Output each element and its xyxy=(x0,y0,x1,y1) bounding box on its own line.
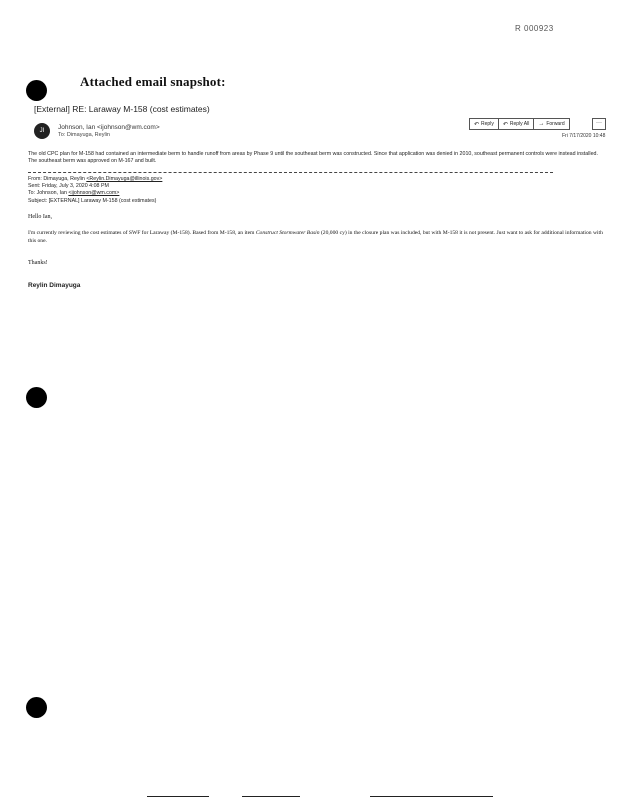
footer-rule xyxy=(370,796,493,797)
more-actions-button[interactable]: ··· xyxy=(592,118,606,130)
quoted-to-line: To: Johnson, Ian <ijohnson@wm.com> xyxy=(28,190,120,197)
binder-hole-middle xyxy=(26,387,47,408)
snapshot-title: Attached email snapshot: xyxy=(80,74,226,89)
reply-button[interactable] xyxy=(469,118,499,130)
email-actions xyxy=(470,118,570,130)
reply-all-icon: ↶ xyxy=(502,121,508,128)
email-body: I'm currently reviewing the cost estimates of SWF for Laraway (M-158). Based from M-158, an item Construct Stormwater Basin (20,000 cy) in the closure plan was included, but with M-158 it is not present. Just want to ask for additional information with this one. xyxy=(28,230,603,244)
reply-all-button[interactable] xyxy=(498,118,534,130)
quote-divider xyxy=(28,172,553,173)
basin-item: Construct Stormwater Basin xyxy=(255,230,320,236)
reply-all-label: Reply All xyxy=(509,121,530,127)
email-subject: [External] RE: Laraway M-158 (cost estimates) xyxy=(34,104,210,114)
quoted-sent-line: Sent: Friday, July 3, 2020 4:08 PM xyxy=(28,183,109,190)
thanks-line: Thanks! xyxy=(28,260,48,266)
greeting: Hello Ian, xyxy=(28,214,52,220)
binder-hole-bottom xyxy=(26,697,47,718)
binder-hole-top xyxy=(26,80,47,101)
footer-rule xyxy=(147,796,209,797)
bates-number: R 000923 xyxy=(515,24,554,33)
forward-label: Forward xyxy=(546,121,565,127)
sender-avatar: JI xyxy=(34,123,50,139)
quoted-from-line: From: Dimayuga, Reylin <Reylin.Dimayuga@illinois.gov> xyxy=(28,176,163,182)
reply-label: Reply xyxy=(481,121,494,127)
reply-body: The old CPC plan for M-158 had contained an intermediate berm to handle runoff from areas by Phase 9 until the southeast berm was constructed. Since that application was denied in 2010, southeast permanent controls were instead installed. The southeast berm was approved on M-167 and built. xyxy=(28,151,598,164)
quoted-subject-line: Subject: [EXTERNAL] Laraway M-158 (cost estimates) xyxy=(28,197,157,204)
footer-rule xyxy=(242,796,300,797)
quoted-to-email[interactable]: <ijohnson@wm.com> xyxy=(68,190,120,197)
forward-icon: → xyxy=(538,121,545,127)
forward-button[interactable] xyxy=(533,118,569,130)
reply-icon: ↶ xyxy=(474,121,480,128)
signature: Reylin Dimayuga xyxy=(28,282,81,289)
quoted-header xyxy=(28,176,162,205)
email-timestamp: Fri 7/17/2020 10:48 xyxy=(562,133,606,139)
quoted-from-email[interactable]: <Reylin.Dimayuga@illinois.gov> xyxy=(86,176,163,182)
sender-name: Johnson, Ian <ijohnson@wm.com> xyxy=(58,124,160,131)
recipient-line: To: Dimayuga, Reylin xyxy=(58,132,110,138)
